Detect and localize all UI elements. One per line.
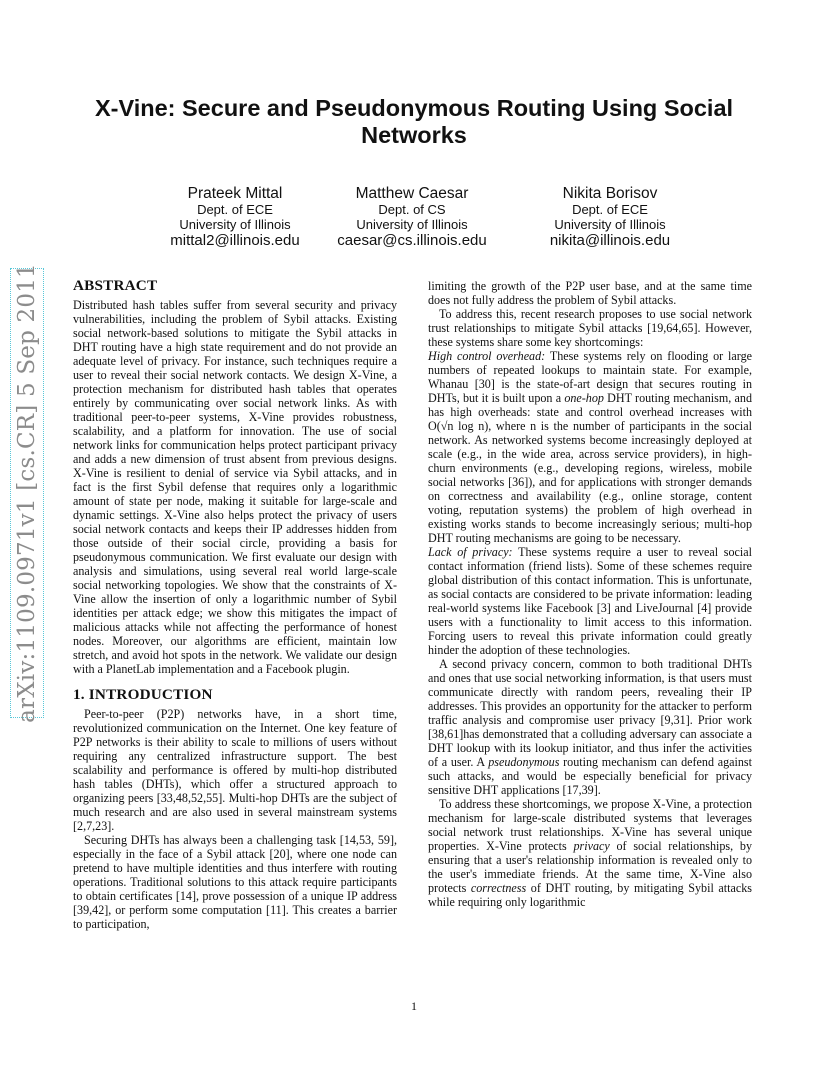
- paper-title: X-Vine: Secure and Pseudonymous Routing Using Social Networks: [94, 95, 734, 148]
- introduction-heading: 1. INTRODUCTION: [73, 686, 213, 703]
- author-3: [520, 185, 700, 249]
- p3-text-a: A second privacy concern, common to both traditional DHTs and ones that use social networking information, is that users must communicate directly with random peers, revealing their IP addresses. This provides an opportunity for the attacker to perform traffic analysis and compromise user privacy [9,31]. Prior work [38,61]has demonstrated that a colluding adversary can associate a DHT lookup with its lookup initiator, and thus infer the activities of a user. A: [428, 657, 752, 769]
- author-dept: Dept. of ECE: [197, 202, 273, 217]
- lack-of-privacy-paragraph: [428, 545, 752, 657]
- lop-text: These systems require a user to reveal social contact information (friend lists). Some of these schemes require global distribution of this contact information. This is unfortunate, as social contacts are considered to be private information: leading real-world systems like Facebook [3] and LiveJournal [4] provide users with a functionality to limit access to this information. Forcing users to reveal this private information could greatly hinder the adoption of these technologies.: [428, 545, 752, 657]
- hco-text-b: DHT routing mechanism, and has high overheads: state and control overhead increases with O(√n log n), where n is the number of participants in the social network. As networked systems become increasingly deployed at scale (e.g., in the wide area, across service providers), in high-churn environments (e.g., developing regions, wireless, mobile social networks [36]), and for applications with stronger demands on correctness and availability (e.g., online storage, content voting, reputation systems) the problem of high overhead in existing works stands to become increasingly serious; multi-hop DHT routing mechanisms are going to be necessary.: [428, 391, 752, 545]
- p4-emphasis-1: privacy: [573, 839, 610, 853]
- author-univ: University of Illinois: [554, 217, 666, 232]
- high-control-overhead-label: High control overhead:: [428, 349, 546, 363]
- p3-text-b: routing mechanism can defend against such attacks, and would be especially beneficial for privacy sensitive DHT applications [17,39].: [428, 755, 752, 797]
- right-column: [428, 279, 752, 909]
- page-number: 1: [411, 999, 417, 1013]
- p3-emphasis: pseudonymous: [488, 755, 560, 769]
- author-univ: University of Illinois: [356, 217, 468, 232]
- p4-emphasis-2: correctness: [470, 881, 527, 895]
- left-column: [73, 279, 397, 931]
- author-email: nikita@illinois.edu: [549, 232, 671, 249]
- author-univ: University of Illinois: [179, 217, 291, 232]
- arxiv-identifier: arXiv:1109.0971v1 [cs.CR] 5 Sep 2011: [14, 263, 40, 723]
- lack-of-privacy-label: Lack of privacy:: [428, 545, 513, 559]
- author-email: caesar@cs.illinois.edu: [337, 232, 487, 249]
- p4-text-b: of social relationships, by ensuring that a user's relationship information is revealed only to the user's immediate friends. At the same time, X-Vine also protects: [428, 839, 752, 895]
- author-2: [322, 185, 502, 249]
- author-name: Matthew Caesar: [355, 185, 469, 202]
- p4-text-c: of DHT routing, by mitigating Sybil attacks while requiring only logarithmic: [428, 881, 752, 909]
- author-email: mittal2@illinois.edu: [170, 232, 300, 249]
- right-paragraph-2: To address this, recent research proposes to use social network trust relationships to mitigate Sybil attacks [19,64,65]. However, these systems share some key shortcomings:: [428, 307, 752, 349]
- author-dept: Dept. of ECE: [572, 202, 648, 217]
- author-name: Prateek Mittal: [187, 185, 283, 202]
- privacy-concern-paragraph: [428, 657, 752, 797]
- intro-paragraph-1: Peer-to-peer (P2P) networks have, in a short time, revolutionized communication on the Internet. One key feature of P2P networks is their ability to scale to millions of users without requiring any centralized infrastructure support. The best scalability and performance is offered by multi-hop distributed hash tables (DHTs), which offer a structured approach to organizing peers [33,48,52,55]. Multi-hop DHTs are the subject of much research and are also used in several mainstream systems [2,7,23].: [73, 707, 397, 833]
- intro-paragraph-2: Securing DHTs has always been a challenging task [14,53, 59], especially in the face of a Sybil attack [20], where one node can pretend to have multiple identities and thus interfere with routing operations. Traditional solutions to this attack require participants to obtain certificates [14], prove possession of a unique IP address [39,42], or perform some computation [11]. This creates a barrier to participation,: [73, 833, 397, 931]
- author-name: Nikita Borisov: [562, 185, 658, 202]
- hco-emphasis: one-hop: [564, 391, 604, 405]
- author-dept: Dept. of CS: [378, 202, 446, 217]
- arxiv-identifier-stamp: [10, 263, 44, 723]
- right-paragraph-1: limiting the growth of the P2P user base, and at the same time does not fully address the problem of Sybil attacks.: [428, 279, 752, 307]
- high-control-overhead-paragraph: [428, 349, 752, 545]
- author-1: [140, 185, 330, 249]
- x-vine-proposal-paragraph: [428, 797, 752, 909]
- p4-text-a: To address these shortcomings, we propose X-Vine, a protection mechanism for large-scale distributed systems that leverages social network trust relationships. X-Vine has several unique properties. X-Vine protects: [428, 797, 752, 853]
- abstract-heading: ABSTRACT: [73, 277, 158, 294]
- abstract-text: Distributed hash tables suffer from several security and privacy vulnerabilities, including the problem of Sybil attacks. Existing social network-based solutions to mitigate the Sybil attacks in DHT routing have a high state requirement and do not provide an adequate level of privacy. For instance, such techniques require a user to reveal their social network contacts. We design X-Vine, a protection mechanism for distributed hash tables that operates entirely by communicating over social network links. As with traditional peer-to-peer systems, X-Vine provides robustness, scalability, and a platform for innovation. The use of social network links for communication helps protect participant privacy and adds a new dimension of trust absent from previous designs. X-Vine is resilient to denial of service via Sybil attacks, and in fact is the first Sybil defense that requires only a logarithmic amount of state per node, making it suitable for large-scale and dynamic settings. X-Vine also helps protect the privacy of users social network contacts and keeps their IP addresses hidden from those outside of their social circle, providing a basis for pseudonymous communication. We first evaluate our design with analysis and simulations, using several real world large-scale social networking topologies. We show that the constraints of X-Vine allow the insertion of only a logarithmic number of Sybil identities per attack edge; we show this mitigates the impact of malicious attacks while not affecting the performance of honest nodes. Moreover, our algorithms are efficient, maintain low stretch, and avoid hot spots in the network. We validate our design with a PlanetLab implementation and a Facebook plugin.: [73, 298, 397, 676]
- hco-text-a: These systems rely on flooding or large numbers of repeated lookups to maintain state. For example, Whanau [30] is the state-of-art design that secures routing in DHTs, but it is built upon a: [428, 349, 752, 405]
